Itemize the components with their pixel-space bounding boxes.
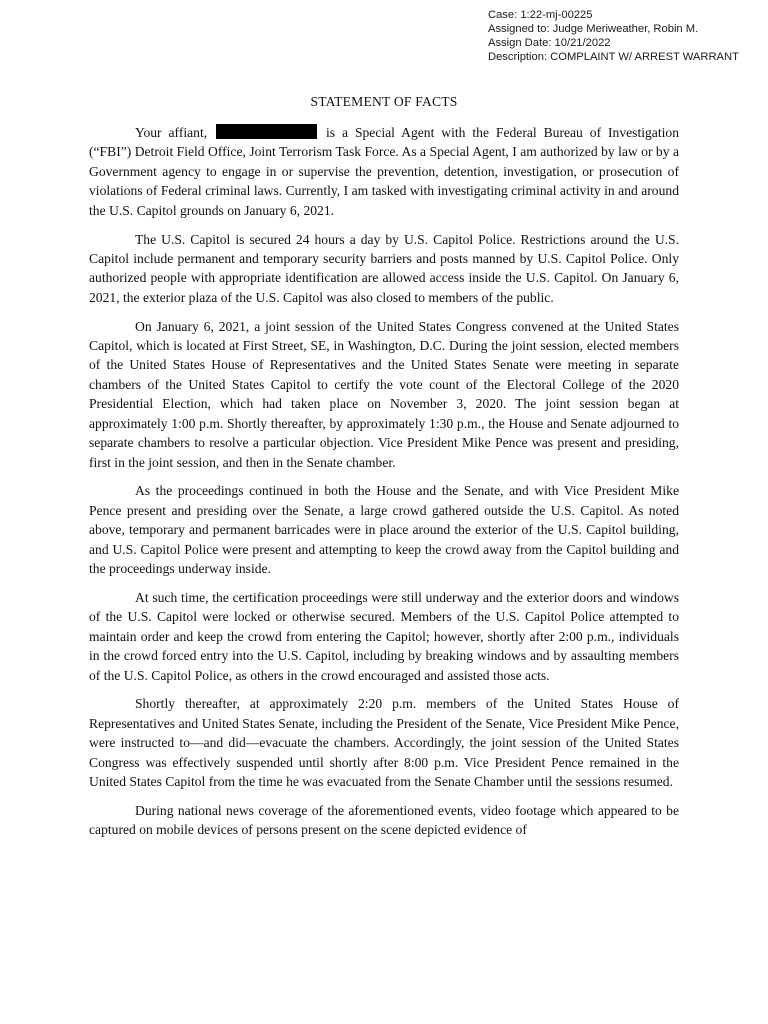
paragraph-joint-session: On January 6, 2021, a joint session of the United States Congress convened at the United States Capitol, which is located at First Street, SE, in Washington, D.C. During the joint session, elected members of the United States House of Representatives and the United States Senate were meeting in separate chambers of the United States Capitol to certify the vote count of the Electoral College of the 2020 Presidential Election, which had taken place on November 3, 2020. The joint session began at approximately 1:00 p.m. Shortly thereafter, by approximately 1:30 p.m., the House and Senate adjourned to separate chambers to resolve a particular objection. Vice President Mike Pence was present and presiding, first in the joint session, and then in the Senate chamber.: [89, 318, 679, 470]
paragraph-affiant: [89, 123, 679, 220]
paragraph-text: is a Special Agent with the Federal Bureau of Investigation (“FBI”) Detroit Field Office, Joint Terrorism Task Force. As a Special Agent, I am authorized by law or by a Government agency to engage in or supervise the prevention, detention, investigation, or prosecution of violations of Federal criminal laws. Currently, I am tasked with investigating criminal activity in and around the U.S. Capitol grounds on January 6, 2021.: [89, 125, 679, 218]
case-description: Description: COMPLAINT W/ ARREST WARRANT: [488, 51, 739, 63]
assign-date: Assign Date: 10/21/2022: [488, 37, 611, 49]
paragraph-news-coverage: During national news coverage of the aforementioned events, video footage which appeared to be captured on mobile devices of persons present on the scene depicted evidence of: [89, 803, 679, 838]
paragraph-evacuation: Shortly thereafter, at approximately 2:20 p.m. members of the United States House of Representatives and United States Senate, including the President of the Senate, Vice President Mike Pence, were instructed to—and did—evacuate the chambers. Accordingly, the joint session of the United States Congress was effectively suspended until shortly after 8:00 p.m. Vice President Pence remained in the United States Capitol from the time he was evacuated from the Senate Chamber until the sessions resumed.: [89, 696, 679, 790]
assigned-judge: Assigned to: Judge Meriweather, Robin M.: [488, 23, 699, 35]
paragraph-forced-entry: At such time, the certification proceedings were still underway and the exterior doors and windows of the U.S. Capitol were locked or otherwise secured. Members of the U.S. Capitol Police attempted to maintain order and keep the crowd from entering the Capitol; however, shortly after 2:00 p.m., individuals in the crowd forced entry into the U.S. Capitol, including by breaking windows and by assaulting members of the U.S. Capitol Police, as others in the crowd encouraged and assisted those acts.: [89, 589, 679, 683]
paragraph-capitol-security: The U.S. Capitol is secured 24 hours a day by U.S. Capitol Police. Restrictions around the U.S. Capitol include permanent and temporary security barriers and posts manned by U.S. Capitol Police. Only authorized people with appropriate identification are allowed access inside the U.S. Capitol. On January 6, 2021, the exterior plaza of the U.S. Capitol was also closed to members of the public.: [89, 231, 679, 305]
paragraph-text: Your affiant,: [135, 125, 208, 140]
document-body: [89, 123, 679, 849]
page-title: STATEMENT OF FACTS: [310, 94, 458, 109]
case-stamp: [488, 8, 764, 64]
paragraph-crowd: As the proceedings continued in both the House and the Senate, and with Vice President Mike Pence present and presiding over the Senate, a large crowd gathered outside the U.S. Capitol. As noted above, temporary and permanent barricades were in place around the exterior of the U.S. Capitol building, and U.S. Capitol Police were present and attempting to keep the crowd away from the Capitol building and the proceedings underway inside.: [89, 483, 679, 577]
case-number: Case: 1:22-mj-00225: [488, 9, 593, 21]
redaction-block: [216, 124, 317, 139]
